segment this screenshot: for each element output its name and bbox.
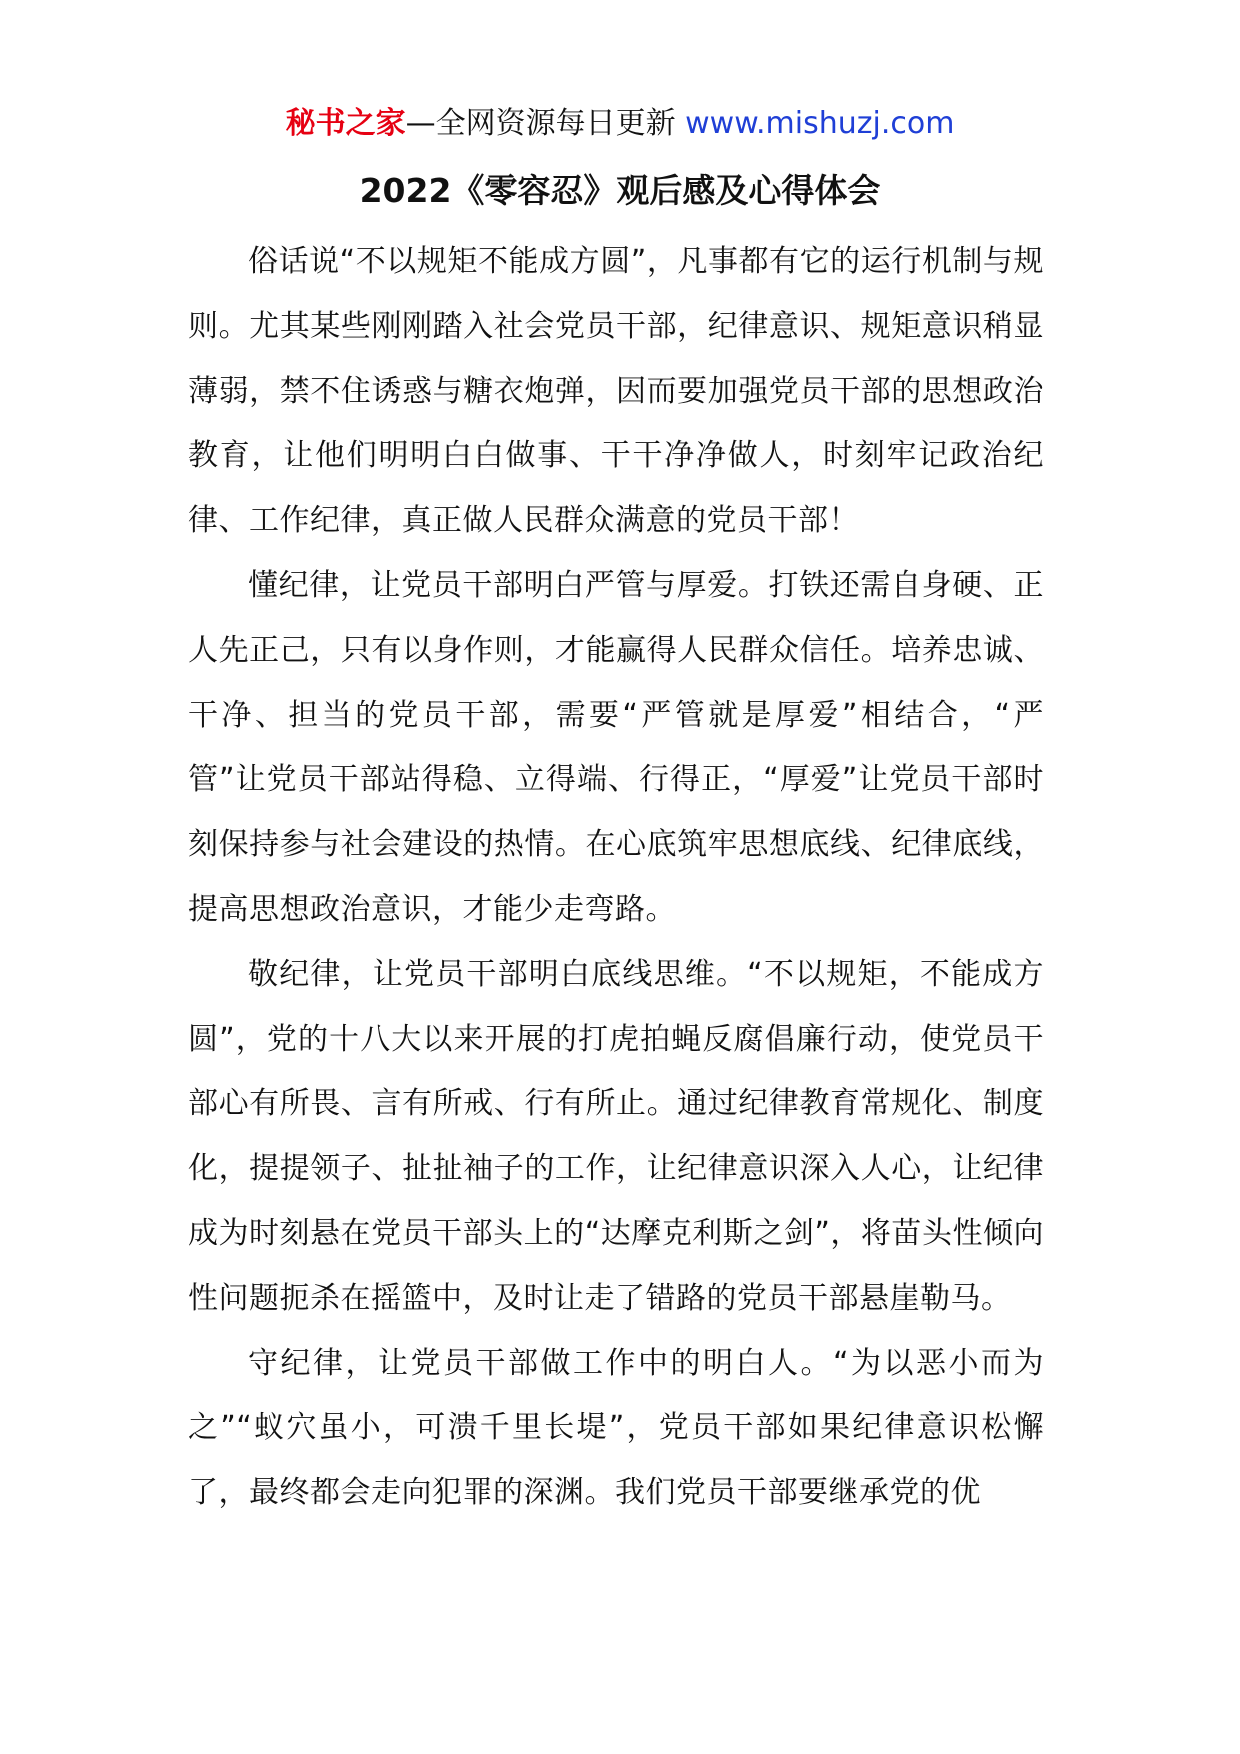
paragraph-respect-discipline: 敬纪律，让党员干部明白底线思维。“不以规矩，不能成方圆”，党的十八大以来开展的打虎拍蝇反腐倡廉行动，使党员干部心有所畏、言有所戒、行有所止。通过纪律教育常规化、制度化，提提领子、扯扯袖子的工作，让纪律意识深入人心，让纪律成为时刻悬在党员干部头上的“达摩克利斯之剑”，将苗头性倾向性问题扼杀在摇篮中，及时让走了错路的党员干部悬崖勒马。 — [188, 956, 1044, 1316]
paragraph-keep-discipline: 守纪律，让党员干部做工作中的明白人。“为以恶小而为之”“蚁穴虽小，可溃千里长堤”，党员干部如果纪律意识松懈了，最终都会走向犯罪的深渊。我们党员干部要继承党的优 — [188, 1345, 1044, 1511]
site-url-link[interactable]: www.mishuzj.com — [685, 106, 955, 141]
paragraph-understand-discipline: 懂纪律，让党员干部明白严管与厚爱。打铁还需自身硬、正人先正己，只有以身作则，才能赢得人民群众信任。培养忠诚、干净、担当的党员干部，需要“严管就是厚爱”相结合，“严管”让党员干部站得稳、立得端、行得正，“厚爱”让党员干部时刻保持参与社会建设的热情。在心底筑牢思想底线、纪律底线，提高思想政治意识，才能少走弯路。 — [188, 567, 1044, 927]
site-header — [0, 102, 1240, 146]
document-body — [188, 230, 1044, 1526]
brand-name: 秘书之家 — [285, 106, 406, 141]
page-title: 2022《零容忍》观后感及心得体会 — [359, 171, 881, 210]
paragraph-intro: 俗话说“不以规矩不能成方圆”，凡事都有它的运行机制与规则。尤其某些刚刚踏入社会党员干部，纪律意识、规矩意识稍显薄弱，禁不住诱惑与糖衣炮弹，因而要加强党员干部的思想政治教育，让他们明明白白做事、干干净净做人，时刻牢记政治纪律、工作纪律，真正做人民群众满意的党员干部！ — [188, 244, 1044, 539]
header-slogan: —全网资源每日更新 — [405, 106, 686, 141]
